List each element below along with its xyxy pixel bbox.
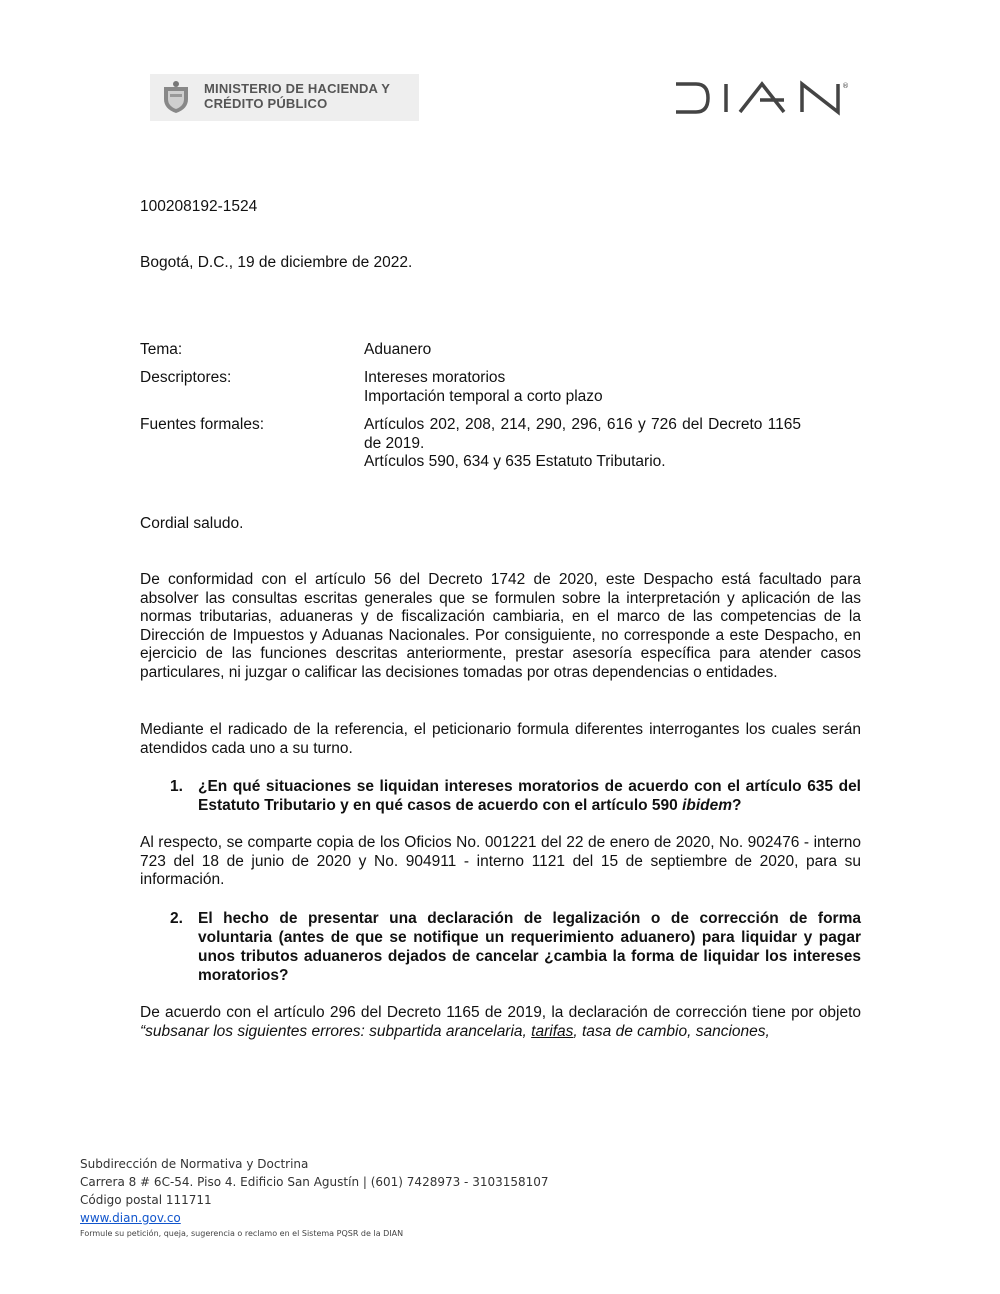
descriptor-item: Intereses moratorios	[364, 369, 506, 386]
greeting: Cordial saludo.	[140, 515, 244, 532]
paragraph-competence: De conformidad con el artículo 56 del Decreto 1742 de 2020, este Despacho está facultado para absolver las consultas escritas generales que se formulen sobre la interpretación y aplicación de las normas tributarias, aduaneras y de fiscalización cambiaria, en el marco de las competencias de la Dirección de Impuestos y Aduanas Nacionales. Por consiguiente, no corresponde a este Despacho, en ejercicio de las funciones descritas anteriormente, prestar asesoría específica para atender casos particulares, ni juzgar o calificar las decisiones tomadas por otras dependencias o entidades.	[140, 571, 861, 681]
ministry-name-line2: CRÉDITO PÚBLICO	[204, 96, 328, 111]
document-reference: 100208192-1524	[140, 198, 258, 215]
question-text-italic: ibidem	[682, 797, 733, 814]
paragraph-intro: Mediante el radicado de la referencia, el peticionario formula diferentes interrogantes los cuales serán atendidos cada uno a su turno.	[140, 721, 861, 757]
footer-postal: Código postal 111711	[80, 1193, 212, 1207]
dian-logo	[674, 80, 849, 116]
footer-office: Subdirección de Normativa y Doctrina	[80, 1157, 309, 1171]
registered-mark: ®	[842, 82, 849, 90]
tema-label: Tema:	[140, 341, 183, 358]
quote-underlined: tarifas	[531, 1022, 574, 1040]
document-date: Bogotá, D.C., 19 de diciembre de 2022.	[140, 254, 413, 271]
quote-text: “subsanar los siguientes errores: subpartida arancelaria,	[140, 1022, 532, 1040]
fuentes-label: Fuentes formales:	[140, 416, 265, 433]
footer	[80, 1155, 549, 1238]
question-text	[198, 777, 861, 815]
question-text-part: ¿En qué situaciones se liquidan intereses moratorios de acuerdo con el artículo 635 del Estatuto Tributario y en qué casos de acuerdo con el artículo 590	[198, 778, 861, 814]
tema-value: Aduanero	[364, 341, 432, 358]
paragraph-answer-1: Al respecto, se comparte copia de los Oficios No. 001221 del 22 de enero de 2020, No. 902476 - interno 723 del 18 de junio de 2020 y No. 904911 - interno 1121 del 15 de septiembre de 2020, para su información.	[140, 834, 861, 889]
question-text-part: ?	[732, 797, 742, 814]
fuentes-value	[364, 416, 801, 472]
footer-address: Carrera 8 # 6C-54. Piso 4. Edificio San Agustín | (601) 7428973 - 3103158107	[80, 1175, 549, 1189]
quote-text: , tasa de cambio, sanciones,	[573, 1022, 770, 1040]
question-number: 2.	[170, 910, 183, 927]
ministry-name-line1: MINISTERIO DE HACIENDA Y	[204, 81, 391, 96]
ministry-name	[204, 81, 390, 111]
fuentes-item: Artículos 590, 634 y 635 Estatuto Tributario.	[364, 453, 666, 471]
question-1	[170, 777, 861, 815]
footer-note: Formule su petición, queja, sugerencia o reclamo en el Sistema PQSR de la DIAN	[80, 1229, 404, 1238]
coat-of-arms-icon	[158, 79, 194, 115]
question-text: El hecho de presentar una declaración de legalización o de corrección de forma voluntaria (antes de que se notifique un requerimiento aduanero) para liquidar y pagar unos tributos aduaneros dejados de cancelar ¿cambia la forma de liquidar los intereses moratorios?	[198, 910, 861, 984]
question-2	[170, 909, 861, 985]
paragraph-text: De acuerdo con el artículo 296 del Decreto 1165 de 2019, la declaración de corrección tiene por objeto	[140, 1004, 861, 1021]
question-number: 1.	[170, 778, 183, 795]
descriptores-value	[364, 369, 603, 406]
fuentes-item: Artículos 202, 208, 214, 290, 296, 616 y 726 del Decreto 1165 de 2019.	[364, 416, 801, 452]
paragraph-answer-2	[140, 1004, 861, 1041]
descriptores-label: Descriptores:	[140, 369, 232, 386]
descriptor-item: Importación temporal a corto plazo	[364, 387, 603, 405]
website-link[interactable]: www.dian.gov.co	[80, 1211, 181, 1225]
